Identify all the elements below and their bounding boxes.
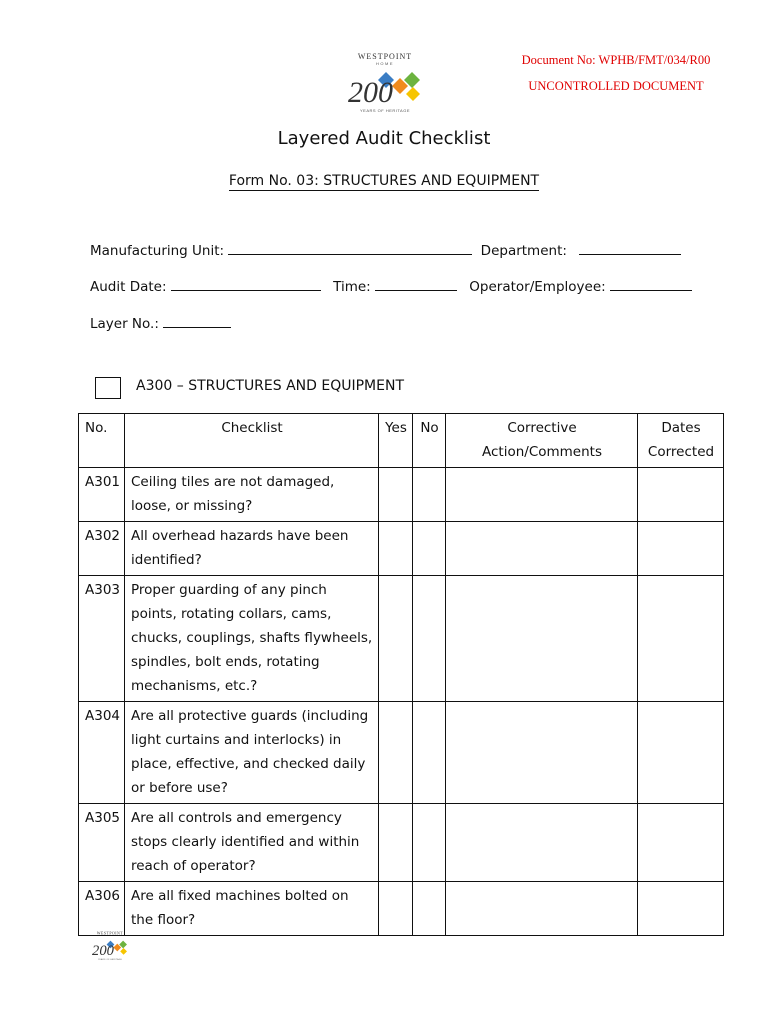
header-dates-corrected: Dates Corrected — [638, 414, 724, 468]
table-row — [79, 882, 724, 936]
row-yes-cell[interactable] — [379, 804, 413, 882]
row-corrective-cell[interactable] — [446, 804, 638, 882]
row-dates-cell[interactable] — [638, 882, 724, 936]
row-no-cell[interactable] — [413, 522, 446, 576]
logo-tagline-text: YEARS OF HERITAGE — [360, 108, 410, 113]
table-row — [79, 702, 724, 804]
row-number: A301 — [79, 468, 125, 522]
footer-logo — [90, 930, 130, 962]
table-header-row — [79, 414, 724, 468]
row-checklist-item: Are all protective guards (including light curtains and interlocks) in place, effective, and checked daily or before use? — [125, 702, 379, 804]
row-no-cell[interactable] — [413, 576, 446, 702]
uncontrolled-document-label: UNCONTROLLED DOCUMENT — [528, 79, 704, 93]
logo-brand-text: WESTPOINT — [357, 52, 413, 61]
audit-date-label: Audit Date: — [90, 279, 167, 295]
logo-diamond-yellow — [406, 87, 420, 101]
row-yes-cell[interactable] — [379, 576, 413, 702]
row-checklist-item: Are all fixed machines bolted on the floor? — [125, 882, 379, 936]
document-number: WPHB/FMT/034/R00 — [598, 53, 711, 67]
logo-number-text: 200 — [348, 76, 393, 109]
row-corrective-cell[interactable] — [446, 882, 638, 936]
time-label: Time: — [333, 279, 371, 295]
row-corrective-cell[interactable] — [446, 702, 638, 804]
header-no: No. — [79, 414, 125, 468]
row-yes-cell[interactable] — [379, 468, 413, 522]
table-row — [79, 468, 724, 522]
section-checkbox[interactable] — [95, 377, 121, 399]
table-row — [79, 804, 724, 882]
footer-logo-brand-text: WESTPOINT — [96, 931, 124, 936]
footer-logo-number-text: 200 — [92, 943, 114, 960]
department-field[interactable] — [579, 242, 681, 255]
header-corrective-action: Corrective Action/Comments — [446, 414, 638, 468]
row-checklist-item: All overhead hazards have been identified? — [125, 522, 379, 576]
document-reference — [480, 47, 752, 99]
field-row-2 — [90, 278, 692, 295]
row-number: A304 — [79, 702, 125, 804]
row-no-cell[interactable] — [413, 468, 446, 522]
row-number: A302 — [79, 522, 125, 576]
row-no-cell[interactable] — [413, 882, 446, 936]
footer-logo-tagline-text: YEARS OF HERITAGE — [97, 959, 123, 962]
layer-no-label: Layer No.: — [90, 316, 159, 332]
audit-date-field[interactable] — [171, 278, 321, 291]
table-row — [79, 576, 724, 702]
manufacturing-unit-label: Manufacturing Unit: — [90, 243, 225, 259]
document-number-label: Document No: — [521, 53, 596, 67]
form-subtitle: Form No. 03: STRUCTURES AND EQUIPMENT — [228, 173, 540, 189]
row-number: A306 — [79, 882, 125, 936]
form-subtitle-wrap — [0, 170, 768, 191]
page-title: Layered Audit Checklist — [277, 128, 491, 149]
table-row — [79, 522, 724, 576]
logo-sub-text: HOME — [376, 61, 394, 66]
header-yes: Yes — [379, 414, 413, 468]
row-dates-cell[interactable] — [638, 468, 724, 522]
checklist-table — [78, 413, 724, 936]
row-no-cell[interactable] — [413, 804, 446, 882]
field-row-1 — [90, 242, 681, 259]
header-no-column: No — [413, 414, 446, 468]
row-corrective-cell[interactable] — [446, 576, 638, 702]
row-yes-cell[interactable] — [379, 522, 413, 576]
row-dates-cell[interactable] — [638, 576, 724, 702]
row-corrective-cell[interactable] — [446, 522, 638, 576]
operator-label: Operator/Employee: — [469, 279, 606, 295]
header-checklist: Checklist — [125, 414, 379, 468]
row-checklist-item: Are all controls and emergency stops clearly identified and within reach of operator? — [125, 804, 379, 882]
row-number: A305 — [79, 804, 125, 882]
document-number-line — [480, 47, 752, 73]
field-row-3 — [90, 315, 231, 332]
time-field[interactable] — [375, 278, 457, 291]
row-yes-cell[interactable] — [379, 702, 413, 804]
row-dates-cell[interactable] — [638, 804, 724, 882]
operator-field[interactable] — [610, 278, 692, 291]
row-no-cell[interactable] — [413, 702, 446, 804]
section-title: A300 – STRUCTURES AND EQUIPMENT — [136, 378, 405, 394]
row-dates-cell[interactable] — [638, 522, 724, 576]
row-checklist-item: Proper guarding of any pinch points, rotating collars, cams, chucks, couplings, shafts flywheels, spindles, bolt ends, rotating mechanisms, etc.? — [125, 576, 379, 702]
row-checklist-item: Ceiling tiles are not damaged, loose, or missing? — [125, 468, 379, 522]
department-label: Department: — [480, 243, 567, 259]
company-logo — [344, 50, 426, 116]
row-dates-cell[interactable] — [638, 702, 724, 804]
row-corrective-cell[interactable] — [446, 468, 638, 522]
layer-no-field[interactable] — [163, 315, 231, 328]
row-number: A303 — [79, 576, 125, 702]
footer-logo-diamond-yellow — [120, 948, 127, 955]
row-yes-cell[interactable] — [379, 882, 413, 936]
manufacturing-unit-field[interactable] — [228, 242, 472, 255]
